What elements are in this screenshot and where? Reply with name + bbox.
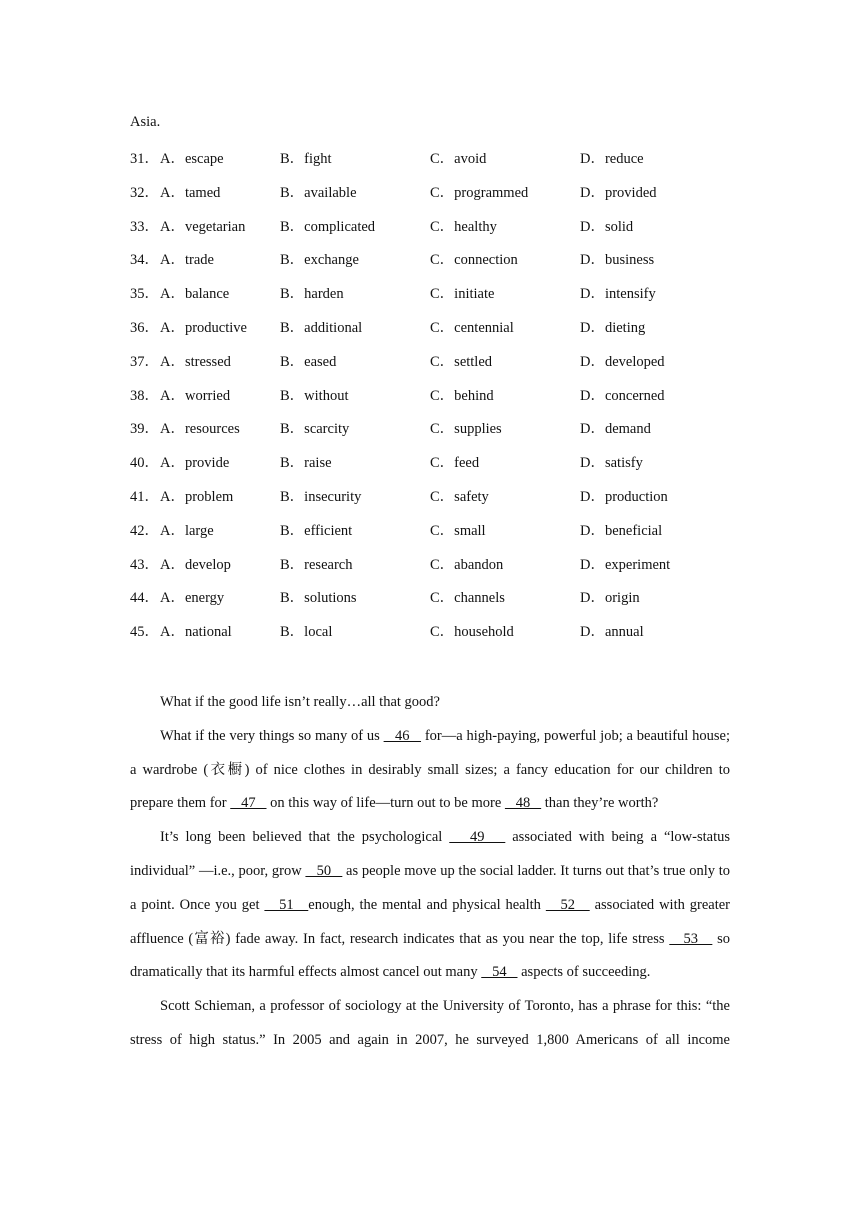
text-segment: for—a high-paying, powerful job; a beautiful house; a wardrobe (衣橱) of nice clothes in desirably small sizes; a fancy education for our children to prepare them for xyxy=(130,727,730,812)
option-c: C．avoid xyxy=(430,151,487,167)
option-d: D．demand xyxy=(580,421,651,438)
option-a: A．trade xyxy=(160,252,214,269)
option-d: D．business xyxy=(580,252,655,269)
text-segment: What if the very things so many of us xyxy=(160,727,384,744)
option-b: B．without xyxy=(280,387,349,404)
option-c: C．safety xyxy=(430,488,489,505)
option-a: A．tamed xyxy=(160,184,221,201)
option-a: A．worried xyxy=(160,387,231,404)
option-b: B．exchange xyxy=(280,252,359,269)
option-a: A．energy xyxy=(160,590,225,607)
option-d: D．origin xyxy=(580,590,640,607)
option-a: A．stressed xyxy=(160,353,231,370)
option-a: A．large xyxy=(160,522,214,539)
text-segment: on this way of life—turn out to be more xyxy=(266,795,505,812)
passage-paragraph-1: What if the good life isn’t really…all that good? xyxy=(160,694,440,710)
option-d: D．dieting xyxy=(580,319,646,336)
option-d: D．concerned xyxy=(580,387,665,404)
option-c: C．programmed xyxy=(430,184,529,201)
question-number: 45． xyxy=(130,624,159,641)
option-d: D．annual xyxy=(580,624,644,641)
option-a: A．develop xyxy=(160,556,231,573)
option-row xyxy=(130,316,750,350)
option-c: C．settled xyxy=(430,353,493,370)
option-c: C．feed xyxy=(430,455,480,472)
question-number: 38． xyxy=(130,387,159,404)
blank-52: 52 xyxy=(545,896,590,913)
option-b: B．complicated xyxy=(280,218,376,235)
passage-paragraph-3 xyxy=(130,821,730,990)
option-d: D．experiment xyxy=(580,556,671,573)
option-row xyxy=(130,519,750,553)
option-row xyxy=(130,181,750,215)
option-b: B．solutions xyxy=(280,590,357,607)
option-row xyxy=(130,586,750,620)
option-d: D．satisfy xyxy=(580,455,643,472)
question-number: 40． xyxy=(130,455,159,472)
option-c: C．small xyxy=(430,522,486,539)
option-d: D．intensify xyxy=(580,286,656,303)
option-b: B．fight xyxy=(280,151,332,167)
question-number: 35． xyxy=(130,286,159,303)
question-number: 31． xyxy=(130,151,159,167)
option-row xyxy=(130,620,750,654)
option-a: A．resources xyxy=(160,421,240,438)
option-c: C．household xyxy=(430,624,514,641)
text-segment: enough, the mental and physical health xyxy=(308,896,546,913)
blank-50: 50 xyxy=(305,862,343,879)
option-a: A．escape xyxy=(160,151,224,167)
blank-46: 46 xyxy=(383,727,422,744)
text-segment: associated with greater affluence (富裕) fade away. In fact, research indicates that as you near the top, life stress xyxy=(130,896,730,947)
option-b: B．harden xyxy=(280,286,344,303)
question-number: 39． xyxy=(130,421,159,438)
option-row xyxy=(130,485,750,519)
text-segment: It’s long been believed that the psychological xyxy=(160,829,450,846)
question-number: 37． xyxy=(130,353,159,370)
option-b: B．available xyxy=(280,184,357,201)
option-c: C．abandon xyxy=(430,556,504,573)
option-c: C．connection xyxy=(430,252,518,269)
question-number: 44． xyxy=(130,590,159,607)
option-b: B．local xyxy=(280,624,333,641)
option-b: B．raise xyxy=(280,455,332,472)
option-row xyxy=(130,384,750,418)
options-list xyxy=(130,147,750,654)
blank-48: 48 xyxy=(504,795,542,812)
passage-paragraph-2 xyxy=(130,720,730,821)
question-number: 36． xyxy=(130,319,159,336)
option-d: D．production xyxy=(580,488,668,505)
option-row xyxy=(130,350,750,384)
question-number: 42． xyxy=(130,522,159,539)
option-row xyxy=(130,147,750,181)
option-c: C．healthy xyxy=(430,218,497,235)
option-b: B．additional xyxy=(280,319,363,336)
question-number: 33． xyxy=(130,218,159,235)
question-number: 32． xyxy=(130,184,159,201)
blank-54: 54 xyxy=(481,964,518,981)
option-row xyxy=(130,451,750,485)
option-row xyxy=(130,417,750,451)
option-c: C．initiate xyxy=(430,286,495,303)
option-d: D．solid xyxy=(580,218,634,235)
text-segment: than they’re worth? xyxy=(541,795,659,812)
passage xyxy=(130,686,730,1058)
option-b: B．insecurity xyxy=(280,488,362,505)
option-a: A．national xyxy=(160,624,232,641)
option-c: C．supplies xyxy=(430,421,502,438)
option-b: B．eased xyxy=(280,353,337,370)
text-segment: aspects of succeeding. xyxy=(517,964,651,981)
option-d: D．developed xyxy=(580,353,665,370)
question-number: 41． xyxy=(130,488,159,505)
option-d: D．provided xyxy=(580,184,657,201)
blank-49: 49 xyxy=(449,829,506,846)
option-b: B．efficient xyxy=(280,522,353,539)
option-b: B．research xyxy=(280,556,353,573)
option-row xyxy=(130,282,750,316)
text-segment: associated with being a “low-status individual” —i.e., poor, grow xyxy=(130,829,730,879)
option-d: D．beneficial xyxy=(580,522,663,539)
option-row xyxy=(130,215,750,249)
option-c: C．centennial xyxy=(430,319,514,336)
option-d: D．reduce xyxy=(580,151,644,167)
blank-47: 47 xyxy=(230,795,267,812)
option-c: C．behind xyxy=(430,387,494,404)
blank-53: 53 xyxy=(669,930,713,947)
option-a: A．problem xyxy=(160,488,234,505)
option-c: C．channels xyxy=(430,590,505,607)
option-row xyxy=(130,248,750,282)
passage-paragraph-4: Scott Schieman, a professor of sociology at the University of Toronto, has a phrase for this: “the stress of high status.” In 2005 and again in 2007, he surveyed 1,800 Americans of all income xyxy=(130,998,730,1048)
option-b: B．scarcity xyxy=(280,421,350,438)
lead-text: Asia. xyxy=(130,114,161,130)
blank-51: 51 xyxy=(264,896,309,913)
option-a: A．productive xyxy=(160,319,247,336)
option-a: A．balance xyxy=(160,286,230,303)
text-segment: so dramatically that its harmful effects almost cancel out many xyxy=(130,930,730,981)
question-number: 34． xyxy=(130,252,159,269)
text-segment: as people move up the social ladder. It turns out that’s true only to a point. Once you get xyxy=(130,862,731,913)
option-a: A．provide xyxy=(160,455,230,472)
option-a: A．vegetarian xyxy=(160,218,246,235)
option-row xyxy=(130,553,750,587)
question-number: 43． xyxy=(130,556,159,573)
